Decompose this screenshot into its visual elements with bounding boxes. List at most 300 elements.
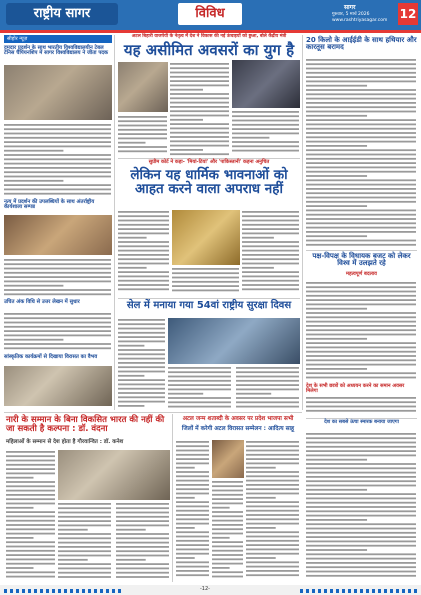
text-line bbox=[306, 115, 367, 117]
text-line bbox=[6, 477, 34, 479]
text-line bbox=[118, 288, 169, 290]
text-line bbox=[242, 233, 299, 235]
text-line bbox=[306, 218, 416, 220]
text-line bbox=[306, 502, 416, 504]
text-line bbox=[306, 553, 416, 555]
text-line bbox=[232, 111, 299, 113]
body-text-lines bbox=[306, 396, 417, 416]
text-line bbox=[168, 401, 231, 403]
text-line bbox=[212, 503, 243, 505]
edition-city: सागर bbox=[344, 4, 356, 11]
text-line bbox=[306, 158, 416, 160]
text-line bbox=[246, 497, 276, 499]
text-line bbox=[242, 237, 274, 239]
text-line bbox=[306, 459, 367, 461]
text-line bbox=[306, 205, 367, 207]
body-text-lines bbox=[58, 502, 112, 580]
text-line bbox=[118, 276, 169, 278]
text-line bbox=[306, 299, 416, 301]
text-line bbox=[306, 541, 416, 543]
footer-dots-left bbox=[4, 589, 124, 593]
text-line bbox=[306, 519, 367, 521]
text-line bbox=[118, 371, 165, 373]
body-text-lines bbox=[246, 440, 300, 580]
text-line bbox=[4, 137, 111, 139]
text-line bbox=[172, 290, 239, 292]
text-line bbox=[6, 546, 55, 548]
text-line bbox=[116, 520, 169, 522]
text-line bbox=[118, 284, 169, 286]
body-text-lines bbox=[306, 432, 417, 582]
text-line bbox=[306, 304, 416, 306]
text-line bbox=[306, 446, 416, 448]
text-line bbox=[118, 250, 169, 252]
text-line bbox=[242, 280, 299, 282]
text-line bbox=[118, 353, 165, 355]
text-line bbox=[306, 549, 367, 551]
text-line bbox=[118, 215, 169, 217]
text-line bbox=[58, 503, 111, 505]
text-line bbox=[58, 512, 111, 514]
text-line bbox=[306, 291, 416, 293]
text-line bbox=[4, 184, 111, 186]
text-line bbox=[168, 376, 231, 378]
text-line bbox=[168, 406, 231, 408]
text-line bbox=[246, 531, 299, 533]
text-line bbox=[306, 566, 416, 568]
divider-bottom bbox=[4, 412, 302, 413]
text-line bbox=[176, 540, 209, 542]
text-line bbox=[246, 441, 299, 443]
text-line bbox=[116, 576, 169, 578]
text-line bbox=[58, 525, 111, 527]
text-line bbox=[176, 510, 209, 512]
left-column-band: सीहोर न्यूज़ bbox=[4, 35, 112, 43]
text-line bbox=[306, 528, 416, 530]
text-line bbox=[246, 518, 299, 520]
text-line bbox=[306, 334, 416, 336]
text-line bbox=[6, 464, 55, 466]
section-label: विविध bbox=[178, 3, 242, 25]
text-line bbox=[306, 351, 416, 353]
top-story bbox=[118, 35, 300, 59]
text-line bbox=[118, 379, 165, 381]
left-story3-body bbox=[4, 312, 112, 352]
bottom-middle-body-3 bbox=[212, 480, 244, 580]
text-line bbox=[212, 558, 243, 560]
text-line bbox=[246, 506, 299, 508]
text-line bbox=[118, 384, 165, 386]
text-line bbox=[176, 450, 209, 452]
top-story-body-3 bbox=[118, 115, 168, 157]
website: www.rashtriyasagar.com bbox=[332, 18, 388, 23]
text-line bbox=[246, 454, 299, 456]
text-line bbox=[246, 445, 299, 447]
text-line bbox=[306, 149, 416, 151]
text-line bbox=[236, 380, 299, 382]
text-line bbox=[116, 503, 169, 505]
minister-photo bbox=[118, 62, 168, 112]
text-line bbox=[306, 368, 367, 370]
body-text-lines bbox=[212, 480, 244, 580]
text-line bbox=[170, 140, 229, 142]
text-line bbox=[212, 515, 243, 517]
text-line bbox=[170, 67, 229, 69]
text-line bbox=[246, 510, 299, 512]
text-line bbox=[306, 162, 416, 164]
text-line bbox=[4, 293, 111, 295]
text-line bbox=[306, 532, 416, 534]
text-line bbox=[58, 507, 111, 509]
text-line bbox=[58, 546, 111, 548]
text-line bbox=[118, 405, 144, 407]
text-line bbox=[4, 163, 111, 165]
text-line bbox=[246, 523, 299, 525]
text-line bbox=[306, 214, 416, 216]
text-line bbox=[118, 328, 165, 330]
text-line bbox=[306, 175, 367, 177]
text-line bbox=[4, 167, 111, 169]
text-line bbox=[236, 401, 299, 403]
text-line bbox=[246, 514, 299, 516]
middle-story-headline: लेकिन यह धार्मिक भावनाओं को आहत करने वाला अपराध नहीं bbox=[130, 167, 288, 198]
text-line bbox=[176, 480, 209, 482]
text-line bbox=[176, 518, 209, 520]
text-line bbox=[118, 362, 165, 364]
text-line bbox=[6, 485, 55, 487]
text-line bbox=[58, 576, 111, 578]
text-line bbox=[212, 546, 243, 548]
text-line bbox=[306, 111, 416, 113]
text-line bbox=[118, 224, 169, 226]
text-line bbox=[306, 231, 416, 233]
text-line bbox=[116, 546, 169, 548]
text-line bbox=[4, 285, 63, 287]
text-line bbox=[306, 312, 416, 314]
text-line bbox=[232, 124, 299, 126]
text-line bbox=[306, 571, 416, 573]
text-line bbox=[170, 153, 229, 155]
text-line bbox=[246, 450, 299, 452]
text-line bbox=[176, 527, 195, 529]
text-line bbox=[168, 397, 231, 399]
text-line bbox=[6, 494, 55, 496]
text-line bbox=[176, 475, 209, 477]
text-line bbox=[212, 541, 243, 543]
right-story2-kicker: महत्वपूर्ण बदलाव bbox=[346, 271, 377, 277]
text-line bbox=[212, 550, 243, 552]
text-line bbox=[118, 125, 167, 127]
text-line bbox=[4, 317, 111, 319]
top-story-kicker: अटल बिहारी वाजपेयी के नेतृत्व में देश ने विकास की नई ऊंचाइयों को छुआ, बोले केंद्रीय मंत्री bbox=[131, 34, 287, 39]
text-line bbox=[246, 484, 299, 486]
text-line bbox=[58, 533, 111, 535]
text-line bbox=[212, 567, 230, 569]
text-line bbox=[176, 570, 209, 572]
text-line bbox=[116, 529, 146, 531]
text-line bbox=[306, 63, 416, 65]
divider-mid bbox=[118, 298, 300, 299]
text-line bbox=[212, 520, 243, 522]
text-line bbox=[242, 215, 299, 217]
text-line bbox=[242, 258, 299, 260]
text-line bbox=[6, 541, 55, 543]
text-line bbox=[58, 520, 111, 522]
text-line bbox=[306, 437, 416, 439]
divider-right-1 bbox=[306, 250, 417, 251]
text-line bbox=[170, 63, 229, 65]
text-line bbox=[176, 458, 209, 460]
text-line bbox=[176, 471, 209, 473]
text-line bbox=[246, 553, 299, 555]
text-line bbox=[306, 558, 416, 560]
text-line bbox=[306, 545, 416, 547]
text-line bbox=[6, 460, 55, 462]
text-line bbox=[168, 384, 231, 386]
text-line bbox=[232, 133, 299, 135]
bottom-left-subhead: महिलाओं के सम्मान से देश होता है गौरवान्वित : डॉ. कनेश bbox=[6, 439, 124, 445]
text-line bbox=[58, 559, 88, 561]
text-line bbox=[4, 154, 111, 156]
text-line bbox=[246, 557, 276, 559]
text-line bbox=[212, 528, 243, 530]
text-line bbox=[118, 396, 165, 398]
text-line bbox=[306, 93, 416, 95]
bottom-middle-body-2 bbox=[246, 440, 300, 580]
safety-body-2 bbox=[168, 366, 232, 410]
text-line bbox=[176, 549, 209, 551]
text-line bbox=[118, 366, 165, 368]
text-line bbox=[306, 489, 367, 491]
text-line bbox=[242, 250, 299, 252]
text-line bbox=[176, 523, 209, 525]
body-text-lines bbox=[118, 115, 168, 157]
body-text-lines bbox=[176, 440, 210, 580]
text-line bbox=[306, 81, 416, 83]
text-line bbox=[242, 276, 299, 278]
text-line bbox=[306, 76, 416, 78]
text-line bbox=[306, 197, 416, 199]
text-line bbox=[6, 451, 55, 453]
text-line bbox=[246, 480, 299, 482]
text-line bbox=[306, 463, 416, 465]
text-line bbox=[58, 542, 111, 544]
text-line bbox=[118, 245, 169, 247]
text-line bbox=[118, 280, 169, 282]
text-line bbox=[58, 563, 111, 565]
text-line bbox=[306, 377, 416, 379]
text-line bbox=[6, 520, 55, 522]
page-number: 12 bbox=[398, 3, 418, 25]
left-story4-headline: सांस्कृतिक कार्यक्रमों से दिखाया विरासत का वैभव bbox=[4, 354, 98, 360]
team-photo bbox=[4, 65, 112, 120]
text-line bbox=[176, 467, 195, 469]
text-line bbox=[118, 341, 165, 343]
text-line bbox=[176, 488, 209, 490]
text-line bbox=[246, 493, 299, 495]
text-line bbox=[306, 575, 416, 577]
text-line bbox=[118, 138, 167, 140]
text-line bbox=[6, 550, 55, 552]
text-line bbox=[306, 397, 416, 399]
text-line bbox=[58, 555, 111, 557]
text-line bbox=[306, 68, 416, 70]
text-line bbox=[6, 516, 55, 518]
safety-body-3 bbox=[236, 366, 300, 410]
right-story3-headline: देश के सभी छात्रों को अध्ययन करने का समान अवसर मिलेगा bbox=[306, 383, 405, 395]
text-line bbox=[4, 259, 111, 261]
text-line bbox=[118, 146, 167, 148]
text-line bbox=[306, 154, 416, 156]
middle-story-kicker: सुप्रीम कोर्ट ने कहा- 'मियां-टियां' और 'पाकिस्तानी' कहना अनुचित bbox=[148, 159, 270, 165]
text-line bbox=[4, 193, 111, 195]
text-line bbox=[306, 347, 416, 349]
text-line bbox=[242, 211, 299, 213]
text-line bbox=[306, 476, 416, 478]
text-line bbox=[306, 480, 416, 482]
text-line bbox=[212, 533, 243, 535]
leader-portrait bbox=[212, 440, 244, 478]
text-line bbox=[306, 145, 367, 147]
text-line bbox=[242, 220, 299, 222]
text-line bbox=[306, 506, 416, 508]
text-line bbox=[306, 515, 416, 517]
text-line bbox=[4, 176, 111, 178]
text-line bbox=[4, 347, 111, 349]
text-line bbox=[172, 281, 239, 283]
text-line bbox=[212, 511, 243, 513]
text-line bbox=[6, 554, 55, 556]
text-line bbox=[118, 220, 169, 222]
text-line bbox=[118, 401, 165, 403]
text-line bbox=[306, 85, 367, 87]
text-line bbox=[246, 501, 299, 503]
convocation-photo bbox=[232, 60, 300, 108]
text-line bbox=[170, 123, 229, 125]
text-line bbox=[6, 533, 55, 535]
text-line bbox=[4, 124, 111, 126]
page-header bbox=[0, 0, 421, 30]
text-line bbox=[246, 471, 299, 473]
text-line bbox=[246, 536, 299, 538]
supreme-court-photo bbox=[172, 210, 240, 265]
left-story3-headline: उचित अंक विधि से उत्तर लेखन में सुधार bbox=[4, 299, 80, 305]
text-line bbox=[6, 455, 55, 457]
body-text-lines bbox=[170, 62, 230, 157]
text-line bbox=[4, 343, 111, 345]
text-line bbox=[118, 345, 144, 347]
text-line bbox=[6, 528, 55, 530]
edition-date: गुरुवार, 5 मार्च 2026 bbox=[332, 12, 370, 17]
text-line bbox=[306, 141, 416, 143]
text-line bbox=[170, 110, 229, 112]
text-line bbox=[4, 335, 111, 337]
text-line bbox=[242, 224, 299, 226]
text-line bbox=[242, 263, 299, 265]
text-line bbox=[212, 494, 243, 496]
text-line bbox=[170, 97, 229, 99]
text-line bbox=[4, 141, 111, 143]
text-line bbox=[58, 572, 111, 574]
text-line bbox=[176, 536, 209, 538]
footer-dots-right bbox=[300, 589, 417, 593]
text-line bbox=[306, 321, 416, 323]
text-line bbox=[6, 567, 34, 569]
text-line bbox=[242, 267, 274, 269]
text-line bbox=[306, 128, 416, 130]
text-line bbox=[236, 397, 299, 399]
right-story1-headline: 20 किलो के आईईडी के साथ हथियार और कारतूस बरामद bbox=[306, 36, 417, 52]
text-line bbox=[170, 132, 229, 134]
text-line bbox=[246, 475, 299, 477]
text-line bbox=[176, 544, 209, 546]
text-line bbox=[306, 523, 416, 525]
text-line bbox=[212, 490, 243, 492]
text-line bbox=[176, 574, 209, 576]
text-line bbox=[4, 150, 63, 152]
text-line bbox=[4, 322, 111, 324]
text-line bbox=[176, 531, 209, 533]
top-story-body-1 bbox=[170, 62, 230, 157]
right-story2-body bbox=[306, 281, 417, 381]
text-line bbox=[176, 557, 195, 559]
text-line bbox=[176, 445, 209, 447]
text-line bbox=[232, 141, 299, 143]
text-line bbox=[170, 89, 203, 91]
text-line bbox=[212, 481, 243, 483]
text-line bbox=[306, 98, 416, 100]
text-line bbox=[118, 336, 165, 338]
text-line bbox=[176, 501, 209, 503]
middle-story-body-3 bbox=[172, 267, 240, 295]
body-text-lines bbox=[118, 318, 166, 410]
text-line bbox=[242, 254, 299, 256]
text-line bbox=[176, 561, 209, 563]
text-line bbox=[170, 85, 229, 87]
text-line bbox=[306, 295, 416, 297]
text-line bbox=[306, 467, 416, 469]
text-line bbox=[172, 277, 239, 279]
text-line bbox=[236, 406, 299, 408]
text-line bbox=[236, 367, 299, 369]
text-line bbox=[116, 542, 169, 544]
body-text-lines bbox=[236, 366, 300, 410]
text-line bbox=[176, 441, 209, 443]
text-line bbox=[176, 484, 209, 486]
text-line bbox=[306, 244, 416, 246]
middle-story bbox=[118, 160, 300, 197]
body-text-lines bbox=[116, 502, 170, 580]
cultural-photo bbox=[4, 366, 112, 406]
text-line bbox=[4, 313, 111, 315]
text-line bbox=[6, 503, 55, 505]
text-line bbox=[4, 289, 111, 291]
text-line bbox=[118, 349, 165, 351]
text-line bbox=[306, 510, 416, 512]
text-line bbox=[118, 388, 165, 390]
text-line bbox=[6, 524, 55, 526]
bottom-left-body-1 bbox=[6, 450, 56, 580]
text-line bbox=[170, 102, 229, 104]
text-line bbox=[118, 263, 169, 265]
bottom-middle-kicker: अटल जन्म शताब्दी के अवसर पर प्रदेश भाजपा सभी bbox=[182, 416, 294, 422]
column-divider-right bbox=[302, 35, 303, 410]
left-story2-body bbox=[4, 258, 112, 298]
body-text-lines bbox=[306, 281, 417, 381]
text-line bbox=[176, 514, 209, 516]
text-line bbox=[306, 72, 416, 74]
text-line bbox=[246, 488, 299, 490]
